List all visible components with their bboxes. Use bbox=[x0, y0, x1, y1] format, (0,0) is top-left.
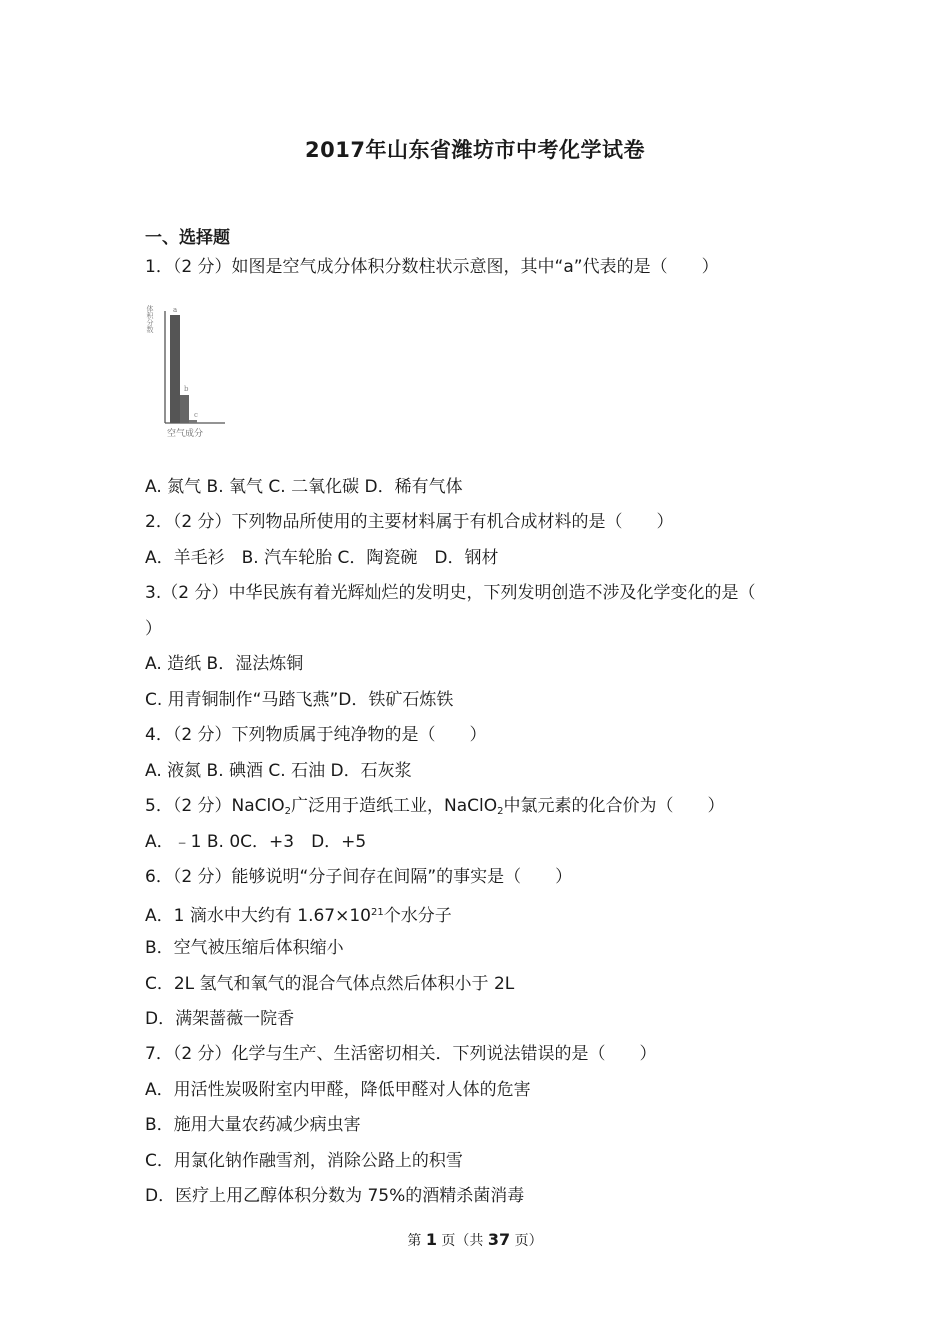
q5-stem-part-c: 中氯元素的化合价为（ ） bbox=[503, 796, 725, 816]
page-footer bbox=[0, 1230, 950, 1250]
question-2-options: A．羊毛衫 B. 汽车轮胎 C．陶瓷碗 D．钢材 bbox=[145, 548, 499, 568]
q6-option-a-exponent: 21 bbox=[370, 907, 384, 918]
footer-middle: 页（共 bbox=[436, 1233, 488, 1249]
bar-label-c: c bbox=[194, 411, 198, 419]
question-6-option-b: B．空气被压缩后体积缩小 bbox=[145, 938, 344, 958]
footer-suffix: 页） bbox=[510, 1233, 543, 1249]
q5-subscript-1: 2 bbox=[284, 806, 292, 817]
air-composition-bar-chart bbox=[145, 293, 230, 443]
question-7-stem: 7．（2 分）化学与生产、生活密切相关．下列说法错误的是（ ） bbox=[145, 1044, 657, 1064]
question-5-options: A．﹣1 B. 0C．+3 D．+5 bbox=[145, 832, 367, 852]
footer-total-pages: 37 bbox=[487, 1230, 511, 1249]
question-6-option-a bbox=[145, 902, 452, 927]
question-7-option-b: B．施用大量农药减少病虫害 bbox=[145, 1115, 361, 1135]
question-7-option-a: A．用活性炭吸附室内甲醛，降低甲醛对人体的危害 bbox=[145, 1080, 531, 1100]
page-title: 2017年山东省潍坊市中考化学试卷 bbox=[305, 138, 645, 162]
question-1-options: A. 氮气 B. 氧气 C. 二氧化碳 D．稀有气体 bbox=[145, 477, 463, 497]
question-7-option-d: D．医疗上用乙醇体积分数为 75%的酒精杀菌消毒 bbox=[145, 1186, 525, 1206]
question-6-stem: 6．（2 分）能够说明“分子间存在间隔”的事实是（ ） bbox=[145, 867, 573, 887]
bar-a bbox=[170, 315, 180, 423]
question-3-options-2: C. 用青铜制作“马踏飞燕”D．铁矿石炼铁 bbox=[145, 690, 454, 710]
q5-stem-part-a: 5．（2 分）NaClO bbox=[145, 796, 285, 816]
question-3-options-1: A. 造纸 B．湿法炼铜 bbox=[145, 654, 304, 674]
question-2-stem: 2．（2 分）下列物品所使用的主要材料属于有机合成材料的是（ ） bbox=[145, 512, 674, 532]
bar-c bbox=[189, 420, 197, 423]
footer-page-number: 1 bbox=[425, 1230, 437, 1249]
q6-option-a-tail: 个水分子 bbox=[383, 906, 452, 926]
question-1-stem: 1．（2 分）如图是空气成分体积分数柱状示意图，其中“a”代表的是（ ） bbox=[145, 257, 719, 277]
question-6-option-c: C．2L 氢气和氧气的混合气体点然后体积小于 2L bbox=[145, 974, 515, 994]
chart-xlabel: 空气成分 bbox=[167, 429, 204, 439]
q5-subscript-2: 2 bbox=[497, 806, 504, 817]
bar-b bbox=[180, 395, 189, 423]
chart-ylabel: 体积分数 bbox=[146, 305, 154, 333]
bar-label-b: b bbox=[184, 385, 189, 393]
question-7-option-c: C．用氯化钠作融雪剂，消除公路上的积雪 bbox=[145, 1151, 463, 1171]
bar-label-a: a bbox=[173, 306, 178, 314]
q6-option-a-text: A．1 滴水中大约有 1.67×10 bbox=[145, 906, 371, 926]
question-3-stem: 3.（2 分）中华民族有着光辉灿烂的发明史，下列发明创造不涉及化学变化的是（ bbox=[145, 583, 756, 603]
question-3-stem-cont: ） bbox=[145, 619, 162, 639]
footer-prefix: 第 bbox=[407, 1233, 426, 1249]
q5-stem-part-b: 广泛用于造纸工业，NaClO bbox=[291, 796, 498, 816]
question-6-option-d: D．满架蔷薇一院香 bbox=[145, 1009, 295, 1029]
question-4-stem: 4．（2 分）下列物质属于纯净物的是（ ） bbox=[145, 725, 487, 745]
section-heading: 一、选择题 bbox=[145, 228, 230, 248]
question-5-stem bbox=[145, 795, 725, 823]
question-4-options: A. 液氮 B. 碘酒 C. 石油 D．石灰浆 bbox=[145, 761, 412, 781]
